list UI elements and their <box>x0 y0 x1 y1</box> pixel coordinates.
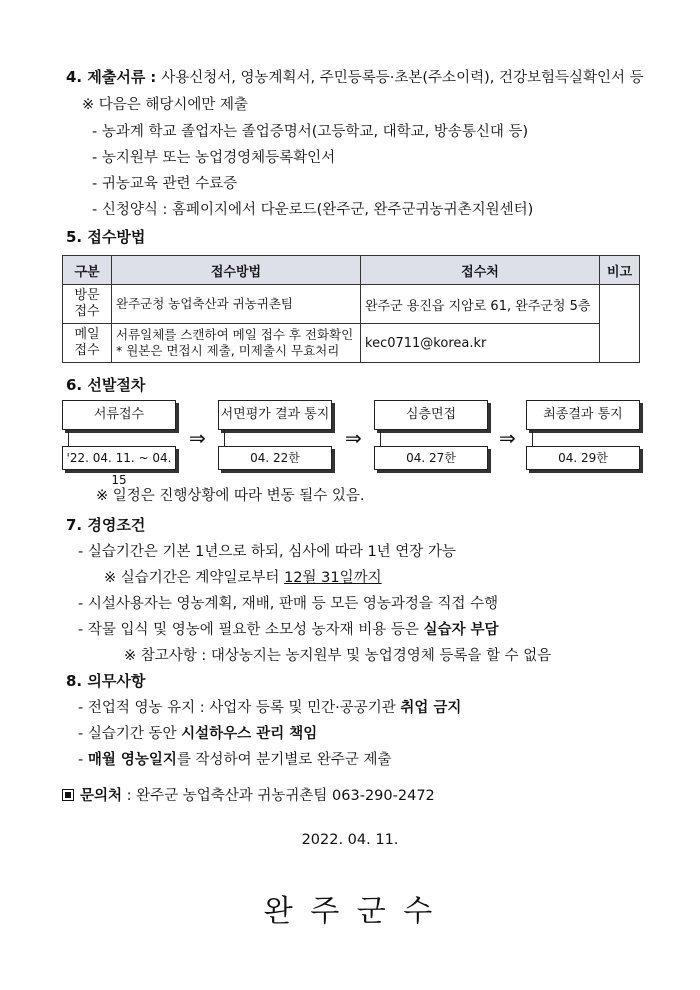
flow-connector <box>380 430 381 446</box>
table-cell-email: kec0711@korea.kr <box>361 324 600 363</box>
list-item: - 농지원부 또는 농업경영체등록확인서 <box>92 150 336 166</box>
list-item: - 매월 영농일지를 작성하여 분기별로 완주군 제출 <box>78 752 392 768</box>
table-row <box>63 285 640 324</box>
section-7-title: 7. 경영조건 <box>66 516 146 534</box>
list-item: - 실습기간은 기본 1년으로 하되, 심사에 따라 1년 연장 가능 <box>78 544 456 560</box>
list-item: - 시설사용자는 영농계획, 재배, 판매 등 모든 영농과정을 직접 수행 <box>78 596 499 612</box>
list-item: - 귀농교육 관련 수료증 <box>92 176 238 192</box>
section-5-title: 5. 접수방법 <box>66 228 146 246</box>
table-header-row <box>63 256 640 285</box>
list-item: - 농과계 학교 졸업자는 졸업증명서(고등학교, 대학교, 방송통신대 등) <box>92 124 529 140</box>
contact-text: : 완주군 농업축산과 귀농귀촌팀 063-290-2472 <box>122 788 435 804</box>
table-header: 접수방법 <box>112 256 361 285</box>
flow-date: '22. 04. 11. ~ 04. 15 <box>62 446 176 470</box>
table-cell-place: 완주군 용진읍 지암로 61, 완주군청 5층 <box>361 285 600 324</box>
flow-date: 04. 27한 <box>374 446 488 470</box>
table-header: 비고 <box>600 256 640 285</box>
flow-connector <box>532 430 533 446</box>
flow-step: 서류접수 <box>62 400 176 430</box>
list-note: ※ 실습기간은 계약일로부터 12월 31일까지 <box>104 570 382 586</box>
flow-step: 최종결과 통지 <box>526 400 640 430</box>
required-docs: 사용신청서, 영농계획서, 주민등록등·초본(주소이력), 건강보험득실확인서 등 <box>161 70 644 86</box>
list-item: - 신청양식 : 홈페이지에서 다운로드(완주군, 완주군귀농귀촌지원센터) <box>92 202 534 218</box>
list-item: - 전업적 영농 유지 : 사업자 등록 및 민간·공공기관 취업 금지 <box>78 700 462 716</box>
table-cell-kind: 방문 접수 <box>63 285 112 324</box>
section-4-line: 4. 제출서류 : 사용신청서, 영농계획서, 주민등록등·초본(주소이력), 건강보험득실확인서 등 <box>66 68 644 86</box>
list-note: ※ 참고사항 : 대상농지는 농지원부 및 농업경영체 등록을 할 수 없음 <box>124 648 552 664</box>
section-6-title: 6. 선발절차 <box>66 376 146 394</box>
contact-label: 문의처 <box>80 788 123 804</box>
section-4-note: ※ 다음은 해당시에만 제출 <box>82 97 249 113</box>
arrow-right-icon: ⇒ <box>345 426 362 450</box>
contact-line <box>62 784 435 805</box>
flow-date: 04. 22한 <box>218 446 332 470</box>
reception-table <box>62 255 640 363</box>
list-item: - 실습기간 동안 시설하우스 관리 책임 <box>78 726 318 742</box>
table-header: 구분 <box>63 256 112 285</box>
flow-connector <box>224 430 225 446</box>
table-cell-method: 완주군청 농업축산과 귀농귀촌팀 <box>112 285 361 324</box>
document-date: 2022. 04. 11. <box>301 832 399 848</box>
table-row <box>63 324 640 363</box>
section-8-title: 8. 의무사항 <box>66 672 146 690</box>
flow-step: 심층면접 <box>374 400 488 430</box>
flow-step: 서면평가 결과 통지 <box>218 400 332 430</box>
flow-connector <box>68 430 69 446</box>
flow-date: 04. 29한 <box>526 446 640 470</box>
schedule-note: ※ 일정은 진행상황에 따라 변동 될수 있음. <box>96 488 365 504</box>
section-4-title: 4. 제출서류 <box>66 68 146 86</box>
list-item: - 작물 입식 및 영농에 필요한 소모성 농자재 비용 등은 실습자 부담 <box>78 622 499 638</box>
arrow-right-icon: ⇒ <box>499 426 516 450</box>
table-cell-kind: 메일 접수 <box>63 324 112 363</box>
table-cell-method: 서류일체를 스캔하여 메일 접수 후 전화확인 * 원본은 면접시 제출, 미제출시 무효처리 <box>112 324 361 363</box>
table-header: 접수처 <box>361 256 600 285</box>
square-bullet-icon <box>62 789 74 801</box>
issuer-name: 완 주 군 수 <box>263 894 437 929</box>
arrow-right-icon: ⇒ <box>189 426 206 450</box>
table-cell-remarks <box>600 285 640 363</box>
